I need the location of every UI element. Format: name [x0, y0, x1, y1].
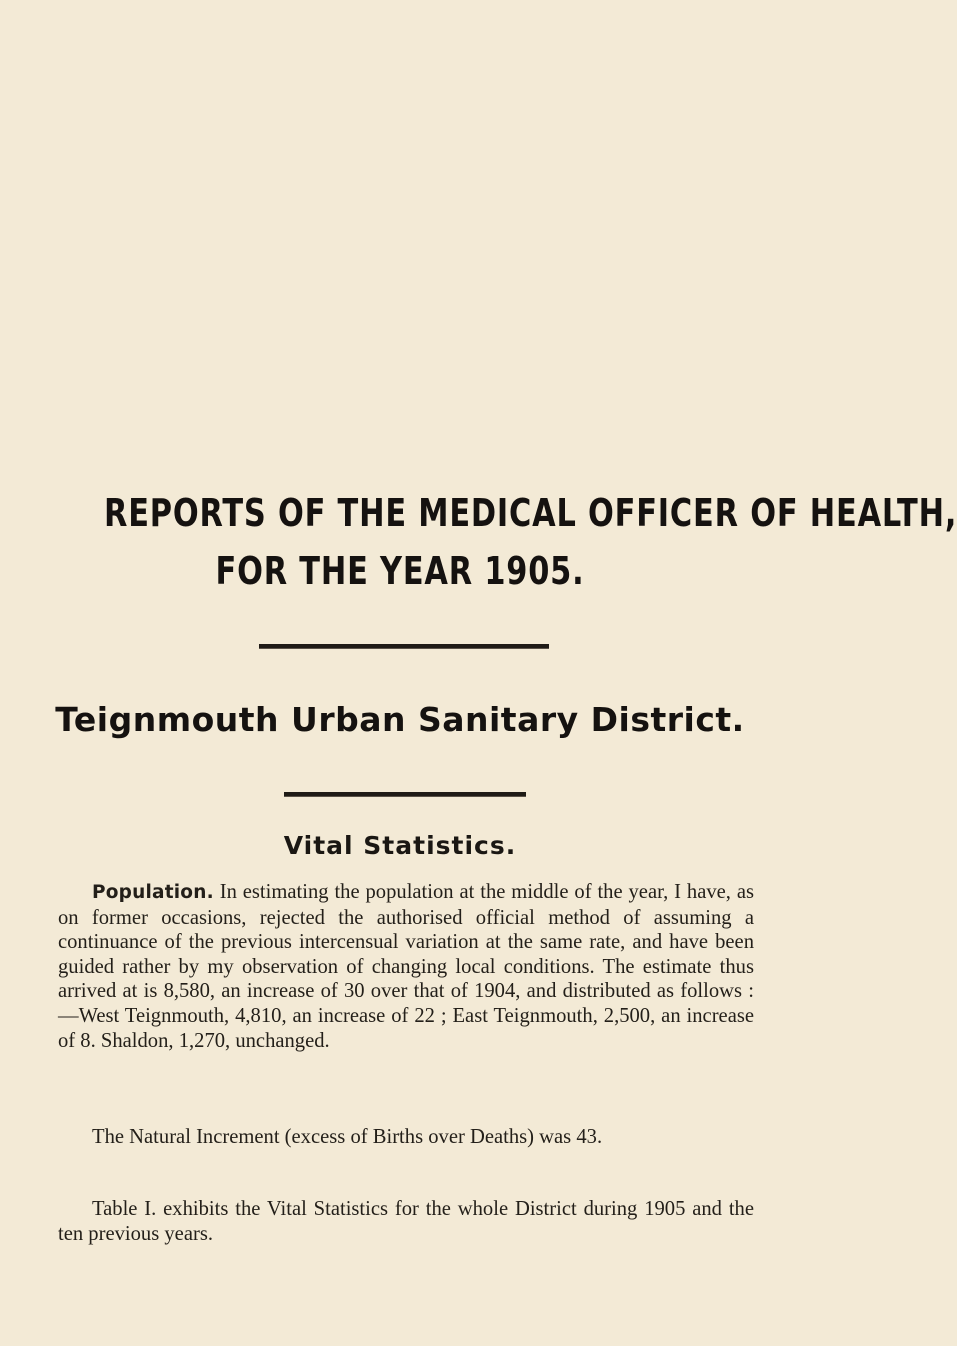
- population-paragraph: [58, 880, 754, 1053]
- district-divider: [284, 792, 526, 797]
- population-text: In estimating the population at the middle of the year, I have, as on former occasions, rejected the authorised official method of assuming a continuance of the previous intercensual variation at the same rate, and have been guided rather by my observation of changing local conditions. The estimate thus arrived at is 8,580, an increase of 30 over that of 1904, and distributed as follows :—West Teignmouth, 4,810, an increase of 22 ; East Teignmouth, 2,500, an increase of 8. Shaldon, 1,270, unchanged.: [58, 881, 754, 1052]
- report-title-line-2: FOR THE YEAR 1905.: [215, 549, 585, 593]
- table-reference-paragraph: Table I. exhibits the Vital Statistics for the whole District during 1905 and the ten previous years.: [58, 1198, 754, 1245]
- report-title: [104, 484, 957, 600]
- title-divider: [259, 644, 549, 649]
- district-title: Teignmouth Urban Sanitary District.: [55, 700, 745, 739]
- natural-increment-paragraph: The Natural Increment (excess of Births over Deaths) was 43.: [92, 1126, 603, 1148]
- population-heading: Population.: [92, 882, 214, 903]
- report-title-line-1: REPORTS OF THE MEDICAL OFFICER OF HEALTH,: [104, 491, 957, 535]
- section-title: Vital Statistics.: [283, 831, 517, 860]
